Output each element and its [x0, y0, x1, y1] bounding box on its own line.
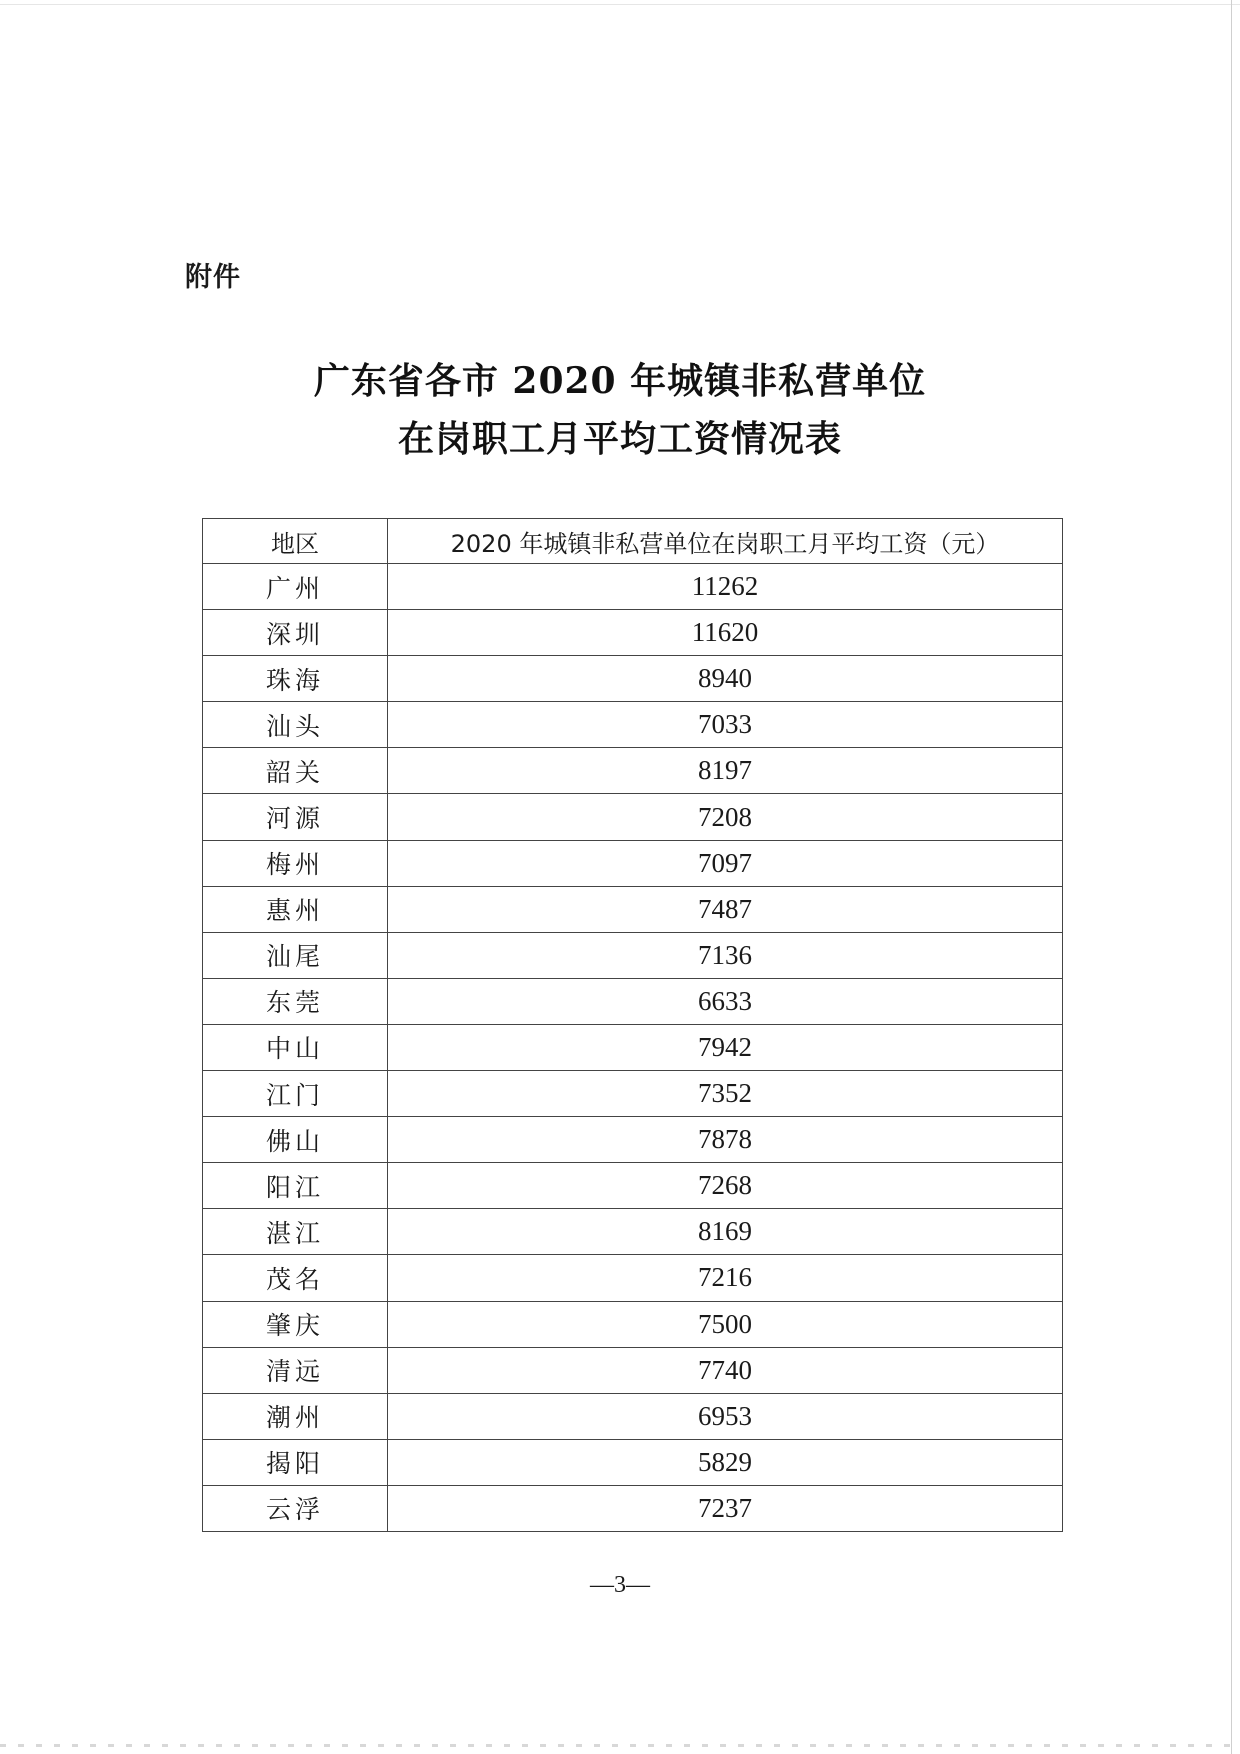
table-row — [203, 1485, 1063, 1531]
table-row — [203, 1071, 1063, 1117]
region-cell: 佛山 — [203, 1117, 388, 1163]
table-row — [203, 1024, 1063, 1070]
wage-table — [202, 518, 1063, 1532]
header-region: 地区 — [203, 519, 388, 564]
region-cell: 潮州 — [203, 1393, 388, 1439]
table-row — [203, 564, 1063, 610]
table-row — [203, 656, 1063, 702]
region-cell: 珠海 — [203, 656, 388, 702]
wage-cell: 7942 — [388, 1024, 1063, 1070]
table-row — [203, 1163, 1063, 1209]
attachment-label: 附件 — [185, 262, 241, 293]
wage-cell: 5829 — [388, 1439, 1063, 1485]
table-row — [203, 1393, 1063, 1439]
wage-cell: 8169 — [388, 1209, 1063, 1255]
table-row — [203, 886, 1063, 932]
region-cell: 揭阳 — [203, 1439, 388, 1485]
wage-cell: 11620 — [388, 610, 1063, 656]
region-cell: 河源 — [203, 794, 388, 840]
table-row — [203, 1255, 1063, 1301]
region-cell: 清远 — [203, 1347, 388, 1393]
region-cell: 汕尾 — [203, 932, 388, 978]
region-cell: 惠州 — [203, 886, 388, 932]
region-cell: 云浮 — [203, 1485, 388, 1531]
region-cell: 广州 — [203, 564, 388, 610]
wage-cell: 7237 — [388, 1485, 1063, 1531]
wage-cell: 7136 — [388, 932, 1063, 978]
table-row — [203, 702, 1063, 748]
wage-cell: 7500 — [388, 1301, 1063, 1347]
wage-cell: 7740 — [388, 1347, 1063, 1393]
table-row — [203, 610, 1063, 656]
table-row — [203, 748, 1063, 794]
wage-cell: 7097 — [388, 840, 1063, 886]
table-row — [203, 840, 1063, 886]
wage-cell: 6953 — [388, 1393, 1063, 1439]
table-row — [203, 1439, 1063, 1485]
table-row — [203, 794, 1063, 840]
table-header-row — [203, 519, 1063, 564]
region-cell: 肇庆 — [203, 1301, 388, 1347]
region-cell: 深圳 — [203, 610, 388, 656]
title-line-2: 在岗职工月平均工资情况表 — [397, 418, 842, 460]
wage-cell: 7352 — [388, 1071, 1063, 1117]
table-row — [203, 1117, 1063, 1163]
table-row — [203, 932, 1063, 978]
region-cell: 湛江 — [203, 1209, 388, 1255]
wage-cell: 7487 — [388, 886, 1063, 932]
wage-cell: 7208 — [388, 794, 1063, 840]
header-wage: 2020 年城镇非私营单位在岗职工月平均工资（元） — [388, 519, 1063, 564]
region-cell: 茂名 — [203, 1255, 388, 1301]
document-title — [0, 352, 1240, 468]
wage-cell: 6633 — [388, 978, 1063, 1024]
region-cell: 东莞 — [203, 978, 388, 1024]
region-cell: 中山 — [203, 1024, 388, 1070]
wage-cell: 8940 — [388, 656, 1063, 702]
page-top-edge — [0, 4, 1240, 5]
page-right-edge — [1231, 0, 1232, 1754]
region-cell: 梅州 — [203, 840, 388, 886]
table-row — [203, 978, 1063, 1024]
wage-cell: 11262 — [388, 564, 1063, 610]
region-cell: 韶关 — [203, 748, 388, 794]
table-row — [203, 1209, 1063, 1255]
region-cell: 阳江 — [203, 1163, 388, 1209]
page-number: —3— — [590, 1572, 650, 1598]
wage-cell: 7268 — [388, 1163, 1063, 1209]
title-line-1: 广东省各市 2020 年城镇非私营单位 — [313, 360, 927, 402]
table-row — [203, 1347, 1063, 1393]
region-cell: 汕头 — [203, 702, 388, 748]
table-row — [203, 1301, 1063, 1347]
scan-bottom-edge — [0, 1744, 1240, 1747]
wage-cell: 7216 — [388, 1255, 1063, 1301]
wage-cell: 8197 — [388, 748, 1063, 794]
wage-cell: 7033 — [388, 702, 1063, 748]
region-cell: 江门 — [203, 1071, 388, 1117]
wage-cell: 7878 — [388, 1117, 1063, 1163]
